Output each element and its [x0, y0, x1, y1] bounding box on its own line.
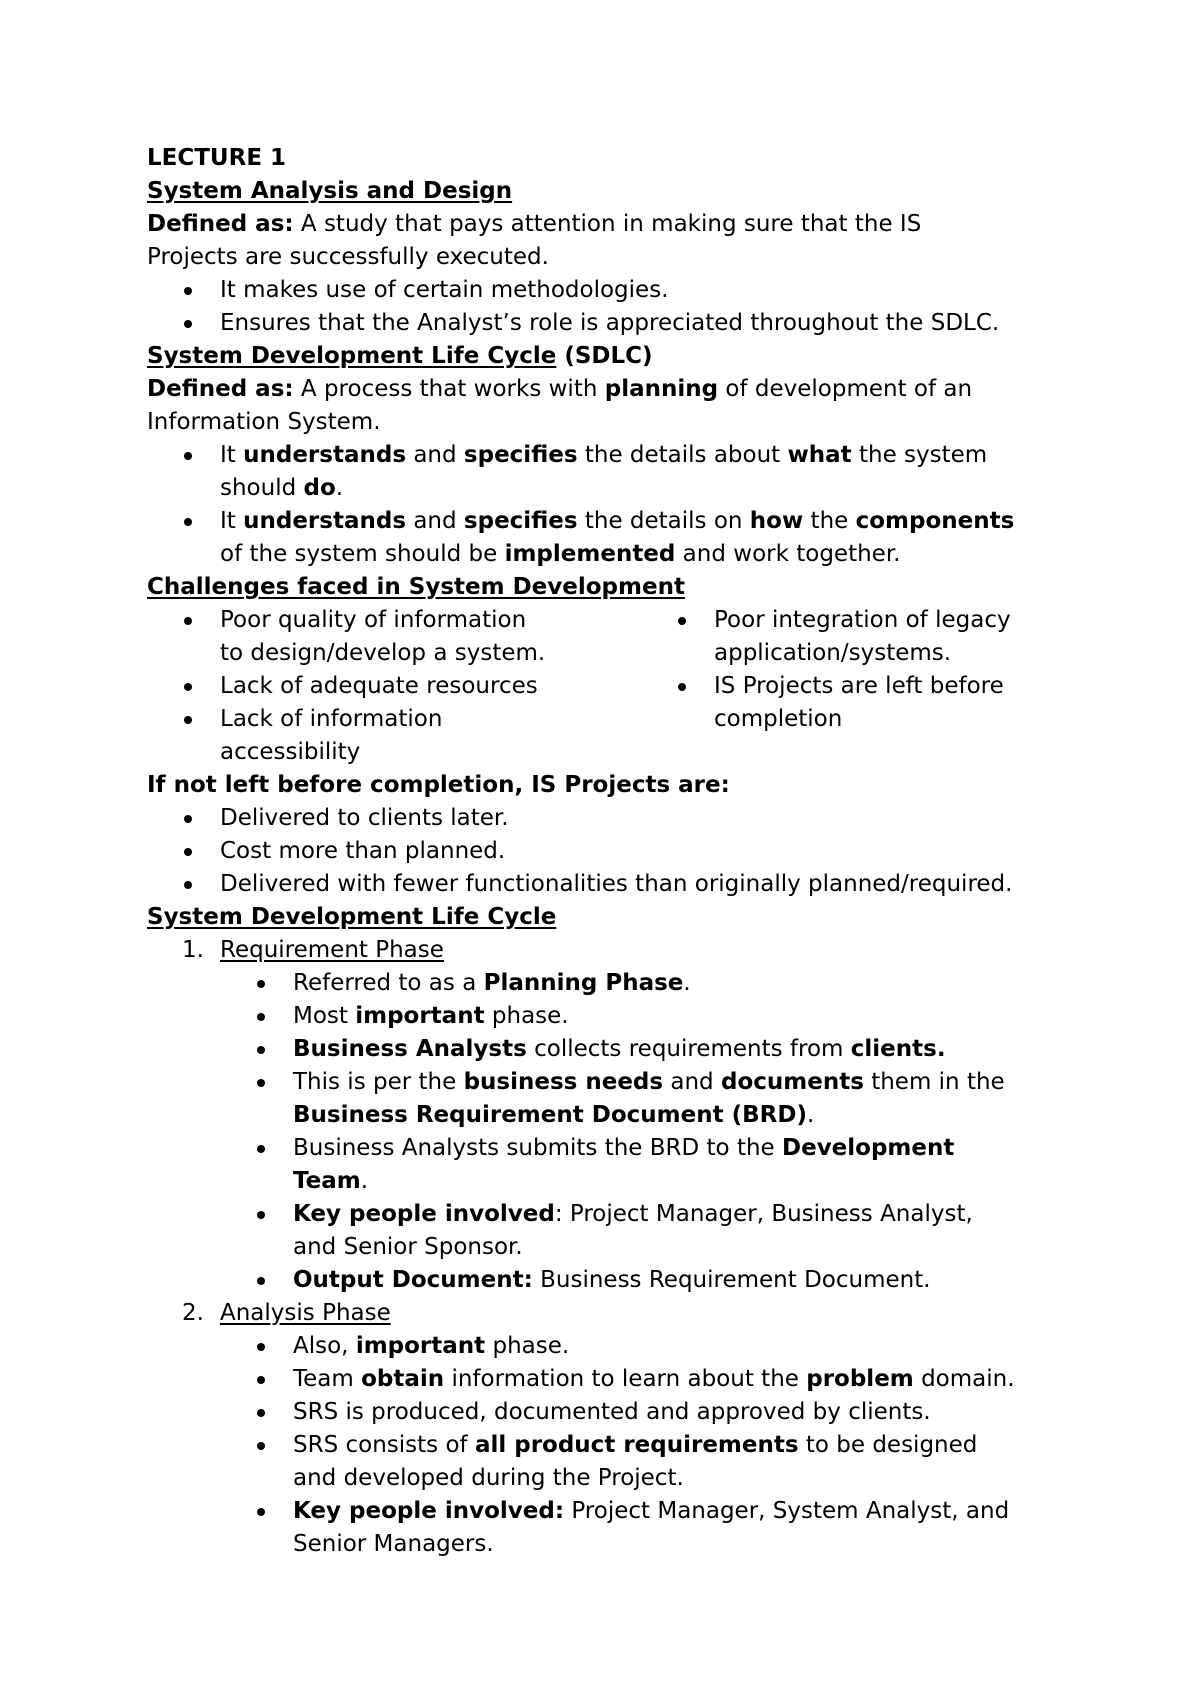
phase-1-bullet-list	[147, 967, 1087, 1297]
sad-def-label: Defined as:	[147, 211, 294, 237]
bullet-icon	[257, 1343, 265, 1351]
bold-run: Team	[293, 1168, 361, 1194]
list-item	[147, 1033, 1087, 1066]
bullet-icon	[257, 1376, 265, 1384]
sad-heading: System Analysis and Design	[147, 178, 513, 204]
list-item-text: Lack of information	[220, 706, 443, 732]
bold-run: important	[355, 1003, 485, 1029]
list-item	[147, 670, 641, 703]
phase-title: Analysis Phase	[220, 1300, 391, 1326]
text-run: and	[406, 508, 464, 534]
text-run: Project Manager, System Analyst, and	[564, 1498, 1010, 1524]
bold-run: specifies	[463, 508, 578, 534]
bold-run: documents	[720, 1069, 864, 1095]
list-item	[147, 439, 1087, 505]
text-run: Team	[293, 1366, 362, 1392]
phase-number: 1.	[182, 937, 204, 963]
phase-2-title	[147, 1297, 1087, 1330]
text-run: : Project Manager, Business Analyst,	[554, 1201, 973, 1227]
sdlc-heading: System Development Life Cycle	[147, 904, 557, 930]
bold-run: problem	[806, 1366, 914, 1392]
text-run: and work together.	[675, 541, 901, 567]
text-run: the system	[851, 442, 988, 468]
document-page	[147, 142, 1087, 1561]
bullet-icon	[257, 1013, 265, 1021]
text-run: Also,	[293, 1333, 356, 1359]
list-item-text: Lack of adequate resources	[220, 673, 538, 699]
bold-run: obtain	[361, 1366, 445, 1392]
bullet-icon	[257, 1046, 265, 1054]
bullet-icon	[184, 815, 192, 823]
text-run: .	[683, 970, 691, 996]
lecture-title: LECTURE 1	[147, 145, 287, 171]
bullet-icon	[257, 1079, 265, 1087]
text-run: Referred to as a	[293, 970, 484, 996]
bullet-icon	[678, 617, 686, 625]
bullet-icon	[257, 1277, 265, 1285]
list-item	[147, 703, 641, 769]
list-item	[147, 1264, 1087, 1297]
text-run: and Senior Sponsor.	[293, 1234, 523, 1260]
phase-title: Requirement Phase	[220, 937, 444, 963]
list-item	[147, 967, 1087, 1000]
list-item	[147, 505, 1087, 571]
list-item	[147, 1396, 1087, 1429]
bold-run: how	[749, 508, 804, 534]
bold-run: understands	[243, 442, 407, 468]
text-run: It	[220, 442, 244, 468]
sdlc-definition	[147, 373, 1087, 406]
text-run: It	[220, 508, 244, 534]
bold-run: planning	[604, 376, 719, 402]
list-item-text: Ensures that the Analyst’s role is appreciated throughout the SDLC.	[220, 310, 1000, 336]
bullet-icon	[184, 881, 192, 889]
list-item-text: Delivered to clients later.	[220, 805, 509, 831]
bullet-icon	[184, 452, 192, 460]
list-item	[147, 868, 1087, 901]
bullet-icon	[257, 1442, 265, 1450]
challenges-heading: Challenges faced in System Development	[147, 574, 685, 600]
text-run: phase.	[484, 1003, 569, 1029]
text-run: SRS is produced, documented and approved by clients.	[293, 1399, 931, 1425]
sdlc-definition-cont: Information System.	[147, 409, 381, 435]
text-run: SRS consists of	[293, 1432, 475, 1458]
sad-definition	[147, 208, 1087, 241]
list-item	[147, 604, 641, 670]
challenges-right-list	[641, 604, 1087, 769]
text-run: of development of an	[718, 376, 973, 402]
text-run: and	[406, 442, 464, 468]
sdlc-def-heading-main: System Development Life Cycle	[147, 343, 557, 369]
sad-def-text: A study that pays attention in making sure that the IS	[293, 211, 922, 237]
text-run: collects requirements from	[526, 1036, 851, 1062]
list-item-text: accessibility	[220, 739, 361, 765]
text-run: should	[220, 475, 304, 501]
list-item	[147, 1198, 1087, 1264]
list-item	[147, 1066, 1087, 1132]
list-item	[147, 1429, 1087, 1495]
text-run: .	[360, 1168, 369, 1194]
text-run: phase.	[485, 1333, 570, 1359]
list-item	[147, 1132, 1087, 1198]
text-run: to be designed	[798, 1432, 978, 1458]
sdlc-def-bullet-list	[147, 439, 1087, 571]
list-item	[147, 1363, 1087, 1396]
list-item-text: IS Projects are left before	[714, 673, 1004, 699]
bold-run: Planning Phase	[483, 970, 684, 996]
phase-1-title	[147, 934, 1087, 967]
bullet-icon	[257, 1211, 265, 1219]
bullet-icon	[257, 1409, 265, 1417]
if-not-bullet-list	[147, 802, 1087, 901]
bullet-icon	[257, 1508, 265, 1516]
text-run: of the system should be	[220, 541, 505, 567]
text-run: Business Requirement Document.	[532, 1267, 931, 1293]
bold-run: understands	[243, 508, 407, 534]
phase-2-bullet-list	[147, 1330, 1087, 1561]
text-run: and developed during the Project.	[293, 1465, 684, 1491]
bold-run: what	[787, 442, 852, 468]
text-run: information to learn about the	[444, 1366, 807, 1392]
text-run: This is per the	[293, 1069, 464, 1095]
list-item-text: Poor quality of information	[220, 607, 527, 633]
bullet-icon	[184, 848, 192, 856]
text-run: Senior Managers.	[293, 1531, 494, 1557]
challenges-left-list	[147, 604, 641, 769]
list-item	[641, 670, 1087, 736]
list-item	[147, 307, 1087, 340]
list-item-text: Cost more than planned.	[220, 838, 506, 864]
bullet-icon	[184, 287, 192, 295]
bullet-icon	[184, 617, 192, 625]
text-run: .	[806, 1102, 815, 1128]
list-item-text: completion	[714, 706, 843, 732]
sad-definition-cont: Projects are successfully executed.	[147, 244, 549, 270]
bold-run: important	[355, 1333, 486, 1359]
bold-run: specifies	[463, 442, 578, 468]
sdlc-def-heading-suffix: (SDLC)	[556, 343, 653, 369]
if-not-heading: If not left before completion, IS Projects are:	[147, 772, 730, 798]
list-item	[641, 604, 1087, 670]
list-item-text: It makes use of certain methodologies.	[220, 277, 669, 303]
bold-run: Key people involved:	[293, 1498, 565, 1524]
bullet-icon	[184, 518, 192, 526]
bold-run: do	[303, 475, 336, 501]
sdlc-def-label: Defined as:	[147, 376, 294, 402]
sad-bullet-list	[147, 274, 1087, 340]
bold-run: Business Requirement Document (BRD)	[293, 1102, 807, 1128]
phase-number: 2.	[182, 1300, 204, 1326]
text-run: Most	[293, 1003, 356, 1029]
list-item-text: to design/develop a system.	[220, 640, 546, 666]
text-run: the details on	[577, 508, 750, 534]
list-item	[147, 1000, 1087, 1033]
bold-run: Key people involved	[293, 1201, 555, 1227]
text-run: A process that works with	[293, 376, 605, 402]
list-item	[147, 274, 1087, 307]
text-run: .	[335, 475, 344, 501]
text-run: the	[803, 508, 856, 534]
bullet-icon	[184, 320, 192, 328]
bold-run: clients.	[850, 1036, 946, 1062]
bullet-icon	[184, 716, 192, 724]
bold-run: components	[855, 508, 1015, 534]
bullet-icon	[184, 683, 192, 691]
challenges-columns	[147, 604, 1087, 769]
bold-run: business needs	[463, 1069, 664, 1095]
list-item	[147, 1495, 1087, 1561]
list-item	[147, 1330, 1087, 1363]
text-run: domain.	[913, 1366, 1015, 1392]
bullet-icon	[257, 1145, 265, 1153]
bold-run: Development	[782, 1135, 955, 1161]
text-run: them in the	[863, 1069, 1005, 1095]
bullet-icon	[678, 683, 686, 691]
list-item-text: Delivered with fewer functionalities than originally planned/required.	[220, 871, 1013, 897]
bullet-icon	[257, 980, 265, 988]
list-item-text: application/systems.	[714, 640, 952, 666]
bold-run: Output Document:	[293, 1267, 533, 1293]
bold-run: implemented	[504, 541, 676, 567]
list-item	[147, 802, 1087, 835]
bold-run: Business Analysts	[293, 1036, 527, 1062]
list-item-text: Poor integration of legacy	[714, 607, 1011, 633]
bold-run: all product requirements	[474, 1432, 799, 1458]
sdlc-def-heading	[147, 340, 1087, 373]
list-item	[147, 835, 1087, 868]
text-run: the details about	[577, 442, 788, 468]
text-run: Business Analysts submits the BRD to the	[293, 1135, 782, 1161]
text-run: and	[663, 1069, 721, 1095]
